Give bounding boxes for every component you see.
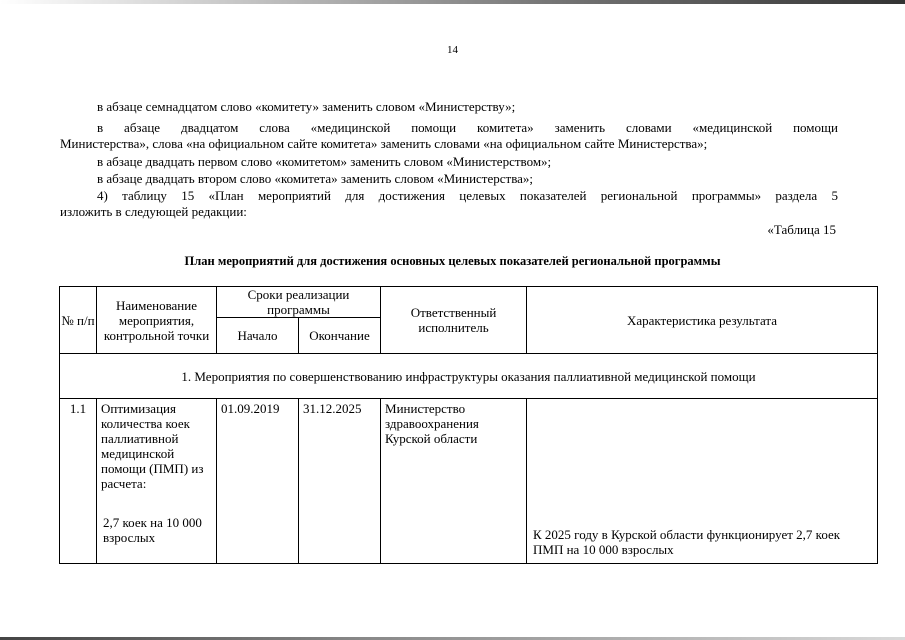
paragraph-4: в абзаце двадцать втором слово «комитета» заменить словом «Министерства»; [97, 171, 534, 186]
row-result: К 2025 году в Курской области функционирует 2,7 коек ПМП на 10 000 взрослых [527, 399, 878, 564]
paragraph-5: 4) таблицу 15 «План мероприятий для достижения целевых показателей региональной программы» раздела 5 [97, 188, 838, 203]
table-caption: «Таблица 15 [767, 222, 836, 237]
paragraph-1: в абзаце семнадцатом слово «комитету» заменить словом «Министерству»; [97, 99, 516, 114]
header-start: Начало [217, 318, 299, 354]
table-row [60, 399, 878, 564]
row-control-point: 2,7 коек на 10 000 взрослых [103, 515, 202, 545]
row-executor: Министерство здравоохранения Курской области [381, 399, 527, 564]
header-event-name: Наименование мероприятия, контрольной точки [97, 287, 217, 354]
paragraph-2-continued: Министерства», слова «на официальном сайте комитета» заменить словами «на официальном сайте Министерства»; [60, 136, 708, 151]
paragraph-5-continued: изложить в следующей редакции: [60, 204, 247, 219]
row-event-description: Оптимизация количества коек паллиативной медицинской помощи (ПМП) из расчета: [101, 401, 204, 491]
row-event-name [97, 399, 217, 564]
paragraph-2: в абзаце двадцатом слова «медицинской помощи комитета» заменить словами «медицинской помощи [97, 120, 838, 135]
row-number: 1.1 [60, 399, 97, 564]
section-title: 1. Мероприятия по совершенствованию инфраструктуры оказания паллиативной медицинской помощи [60, 354, 878, 399]
scan-top-edge [0, 0, 905, 4]
row-end-date: 31.12.2025 [299, 399, 381, 564]
header-end: Окончание [299, 318, 381, 354]
header-number: № п/п [60, 287, 97, 354]
header-implementation-terms: Сроки реализации программы [217, 287, 381, 318]
plan-table [59, 286, 878, 564]
header-result-description: Характеристика результата [527, 287, 878, 354]
row-start-date: 01.09.2019 [217, 399, 299, 564]
paragraph-3: в абзаце двадцать первом слово «комитетом» заменить словом «Министерством»; [97, 154, 552, 169]
page-number: 14 [447, 44, 458, 56]
table-title: План мероприятий для достижения основных целевых показателей региональной программы [184, 254, 721, 268]
header-responsible-executor: Ответственный исполнитель [381, 287, 527, 354]
